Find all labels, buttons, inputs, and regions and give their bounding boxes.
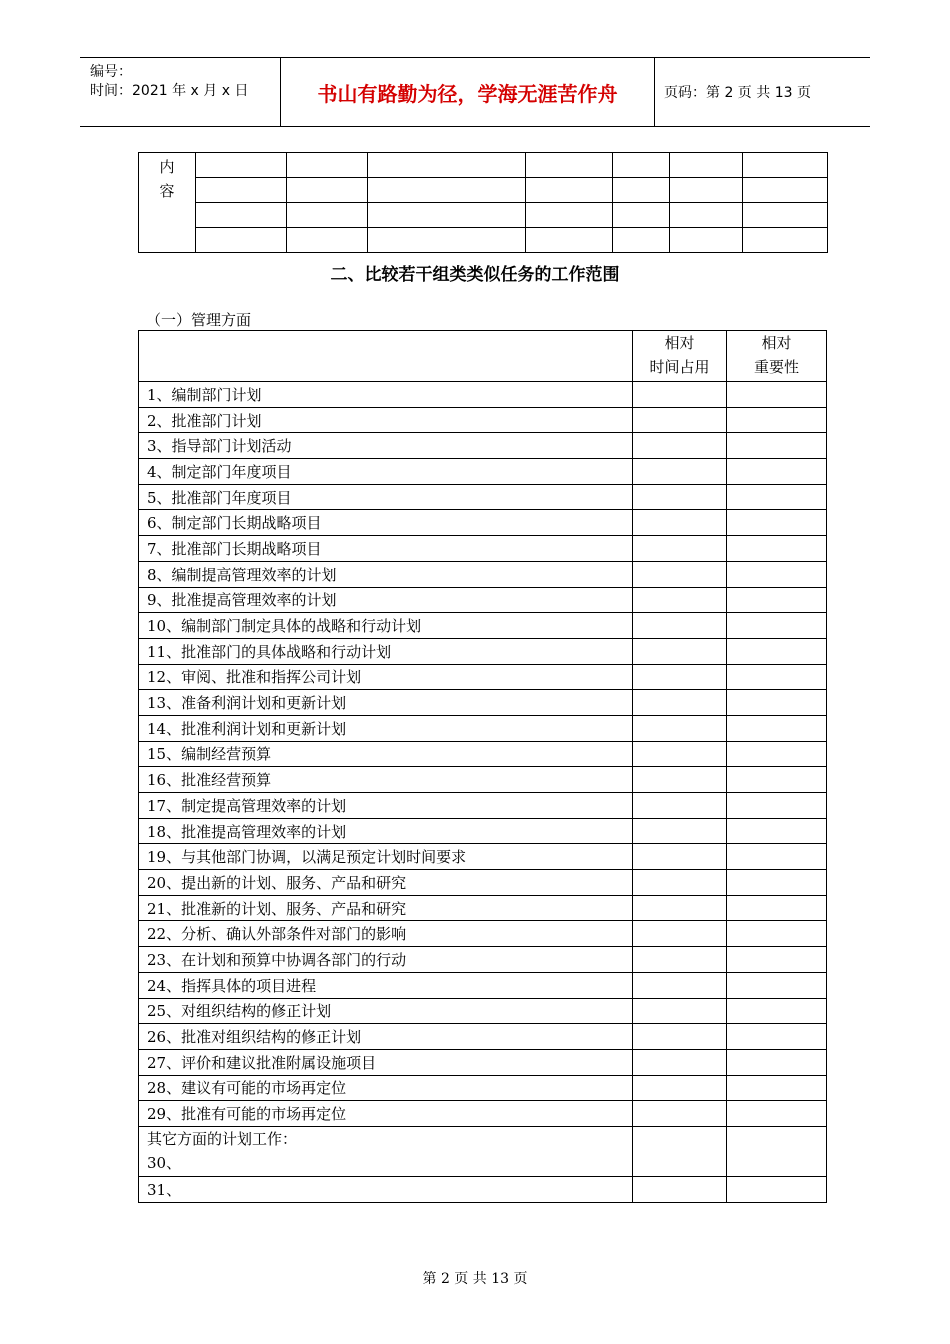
task-label: 17、制定提高管理效率的计划 <box>139 793 633 819</box>
task-label: 27、评价和建议批准附属设施项目 <box>139 1049 633 1075</box>
relative-time-cell[interactable] <box>633 972 727 998</box>
task-label: 28、建议有可能的市场再定位 <box>139 1075 633 1101</box>
relative-time-cell[interactable] <box>633 947 727 973</box>
relative-importance-cell[interactable] <box>727 613 827 639</box>
relative-importance-cell[interactable] <box>727 1024 827 1050</box>
table-row <box>139 818 827 844</box>
table-row <box>139 767 827 793</box>
table-row <box>139 561 827 587</box>
time-label: 时间：2021 年 x 月 x 日 <box>90 83 249 99</box>
page-header <box>80 57 870 127</box>
subsection-title: （一）管理方面 <box>146 311 252 329</box>
relative-time-cell[interactable] <box>633 459 727 485</box>
task-label: 31、 <box>139 1176 633 1202</box>
relative-importance-cell[interactable] <box>727 510 827 536</box>
table-row <box>139 998 827 1024</box>
relative-importance-cell[interactable] <box>727 484 827 510</box>
task-label: 18、批准提高管理效率的计划 <box>139 818 633 844</box>
task-label: 29、批准有可能的市场再定位 <box>139 1101 633 1127</box>
relative-time-cell[interactable] <box>633 1024 727 1050</box>
relative-time-cell[interactable] <box>633 895 727 921</box>
relative-time-cell[interactable] <box>633 844 727 870</box>
table-row <box>139 1126 827 1176</box>
task-label: 2、批准部门计划 <box>139 407 633 433</box>
table-row <box>139 741 827 767</box>
content-table <box>138 152 828 253</box>
relative-time-cell[interactable] <box>633 1049 727 1075</box>
table-row <box>139 921 827 947</box>
relative-time-cell[interactable] <box>633 561 727 587</box>
relative-importance-cell[interactable] <box>727 382 827 408</box>
relative-time-cell[interactable] <box>633 382 727 408</box>
task-label: 3、指导部门计划活动 <box>139 433 633 459</box>
relative-importance-cell[interactable] <box>727 690 827 716</box>
table-row <box>139 715 827 741</box>
table-row <box>139 433 827 459</box>
relative-importance-cell[interactable] <box>727 715 827 741</box>
relative-time-cell[interactable] <box>633 767 727 793</box>
header-meta <box>80 58 281 126</box>
relative-time-cell[interactable] <box>633 1126 727 1176</box>
relative-importance-cell[interactable] <box>727 972 827 998</box>
page-footer: 第 2 页 共 13 页 <box>422 1271 528 1287</box>
management-table <box>138 330 827 1203</box>
other-planning-cell: 其它方面的计划工作： 30、 <box>139 1126 633 1176</box>
task-label: 16、批准经营预算 <box>139 767 633 793</box>
task-label: 23、在计划和预算中协调各部门的行动 <box>139 947 633 973</box>
relative-importance-cell[interactable] <box>727 1101 827 1127</box>
number-label: 编号： <box>90 64 132 80</box>
relative-importance-cell[interactable] <box>727 741 827 767</box>
relative-importance-cell[interactable] <box>727 664 827 690</box>
relative-time-cell[interactable] <box>633 587 727 613</box>
task-label: 26、批准对组织结构的修正计划 <box>139 1024 633 1050</box>
table-row <box>139 510 827 536</box>
relative-importance-cell[interactable] <box>727 1126 827 1176</box>
relative-time-cell[interactable] <box>633 1101 727 1127</box>
task-label: 15、编制经营预算 <box>139 741 633 767</box>
relative-time-cell[interactable] <box>633 1075 727 1101</box>
table-row <box>139 1024 827 1050</box>
table-row <box>139 536 827 562</box>
table-row <box>139 638 827 664</box>
task-label: 12、审阅、批准和指挥公司计划 <box>139 664 633 690</box>
relative-importance-cell[interactable] <box>727 947 827 973</box>
task-label: 20、提出新的计划、服务、产品和研究 <box>139 870 633 896</box>
table-row <box>139 844 827 870</box>
page-info: 页码：第 2 页 共 13 页 <box>664 85 811 101</box>
task-label: 10、编制部门制定具体的战略和行动计划 <box>139 613 633 639</box>
relative-time-cell[interactable] <box>633 433 727 459</box>
relative-time-cell[interactable] <box>633 613 727 639</box>
table-header-blank <box>139 331 633 382</box>
task-label: 6、制定部门长期战略项目 <box>139 510 633 536</box>
relative-importance-cell[interactable] <box>727 587 827 613</box>
relative-importance-cell[interactable] <box>727 433 827 459</box>
relative-time-cell[interactable] <box>633 484 727 510</box>
relative-importance-cell[interactable] <box>727 536 827 562</box>
table-row <box>139 664 827 690</box>
task-label: 5、批准部门年度项目 <box>139 484 633 510</box>
relative-time-cell[interactable] <box>633 510 727 536</box>
relative-importance-header: 相对 重要性 <box>727 331 827 382</box>
table-row <box>139 1049 827 1075</box>
table-row <box>139 793 827 819</box>
task-label: 9、批准提高管理效率的计划 <box>139 587 633 613</box>
relative-importance-cell[interactable] <box>727 895 827 921</box>
relative-importance-cell[interactable] <box>727 561 827 587</box>
task-label: 24、指挥具体的项目进程 <box>139 972 633 998</box>
relative-importance-cell[interactable] <box>727 818 827 844</box>
relative-importance-cell[interactable] <box>727 459 827 485</box>
table-row <box>139 1075 827 1101</box>
relative-time-cell[interactable] <box>633 715 727 741</box>
task-label: 11、批准部门的具体战略和行动计划 <box>139 638 633 664</box>
relative-time-cell[interactable] <box>633 638 727 664</box>
relative-importance-cell[interactable] <box>727 407 827 433</box>
relative-time-cell[interactable] <box>633 664 727 690</box>
section-title: 二、比较若干组类类似任务的工作范围 <box>330 265 620 285</box>
relative-importance-cell[interactable] <box>727 1176 827 1202</box>
relative-importance-cell[interactable] <box>727 1075 827 1101</box>
task-label: 4、制定部门年度项目 <box>139 459 633 485</box>
relative-time-cell[interactable] <box>633 818 727 844</box>
table-row <box>139 870 827 896</box>
relative-importance-cell[interactable] <box>727 793 827 819</box>
relative-time-cell[interactable] <box>633 870 727 896</box>
relative-time-cell[interactable] <box>633 536 727 562</box>
relative-importance-cell[interactable] <box>727 767 827 793</box>
relative-time-cell[interactable] <box>633 793 727 819</box>
table-row <box>139 382 827 408</box>
table-row <box>139 459 827 485</box>
table-row <box>139 1101 827 1127</box>
relative-importance-cell[interactable] <box>727 870 827 896</box>
relative-importance-cell[interactable] <box>727 638 827 664</box>
task-label: 21、批准新的计划、服务、产品和研究 <box>139 895 633 921</box>
relative-time-cell[interactable] <box>633 921 727 947</box>
table-row <box>139 587 827 613</box>
task-label: 14、批准利润计划和更新计划 <box>139 715 633 741</box>
relative-time-header: 相对 时间占用 <box>633 331 727 382</box>
relative-time-cell[interactable] <box>633 741 727 767</box>
task-label: 19、与其他部门协调，以满足预定计划时间要求 <box>139 844 633 870</box>
relative-importance-cell[interactable] <box>727 921 827 947</box>
task-label: 25、对组织结构的修正计划 <box>139 998 633 1024</box>
motto: 书山有路勤为径，学海无涯苦作舟 <box>281 58 655 126</box>
table-row <box>139 895 827 921</box>
task-label: 22、分析、确认外部条件对部门的影响 <box>139 921 633 947</box>
relative-time-cell[interactable] <box>633 1176 727 1202</box>
relative-time-cell[interactable] <box>633 998 727 1024</box>
table-row <box>139 1176 827 1202</box>
table-row <box>139 407 827 433</box>
relative-importance-cell[interactable] <box>727 1049 827 1075</box>
task-label: 8、编制提高管理效率的计划 <box>139 561 633 587</box>
relative-importance-cell[interactable] <box>727 844 827 870</box>
task-label: 7、批准部门长期战略项目 <box>139 536 633 562</box>
table-row <box>139 947 827 973</box>
relative-importance-cell[interactable] <box>727 998 827 1024</box>
table-row <box>139 972 827 998</box>
table-row <box>139 690 827 716</box>
table-row <box>139 484 827 510</box>
content-label: 内 容 <box>139 153 196 253</box>
table-row <box>139 613 827 639</box>
relative-time-cell[interactable] <box>633 407 727 433</box>
task-label: 1、编制部门计划 <box>139 382 633 408</box>
task-label: 13、准备利润计划和更新计划 <box>139 690 633 716</box>
relative-time-cell[interactable] <box>633 690 727 716</box>
